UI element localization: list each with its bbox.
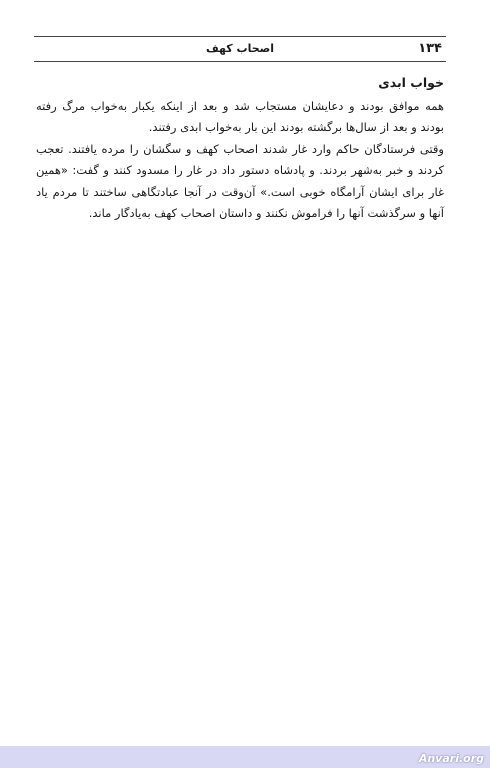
running-title: اصحاب کهف [205,42,275,55]
section-heading: خواب ابدی [378,75,444,90]
paragraph-1: همه موافق بودند و دعایشان مستجاب شد و بعد از اینکه یکبار به‌خواب مرگ رفته بودند و بعد از سال‌ها برگشته بودند این بار به‌خواب ابدی رفتند. [36,98,444,134]
page-content [36,72,444,225]
footer-bar [0,746,490,768]
watermark-logo: Anvari.org [418,752,484,765]
paragraph-2: وقتی فرستادگان حاکم وارد غار شدند اصحاب کهف و سگشان را مرده یافتند. تعجب کردند و خبر به‌شهر بردند. و پادشاه دستور داد در غار را مسدود کنند و گفت: «همین غار برای ایشان آرامگاه خوبی است.» آن‌وقت در آنجا عبادتگاهی ساختند تا مردم یاد آنها و سرگذشت آنها را فراموش نکنند و داستان اصحاب کهف به‌یادگار ماند. [36,141,444,220]
page-header [34,36,446,62]
page-number: ۱۳۴ [418,41,442,56]
